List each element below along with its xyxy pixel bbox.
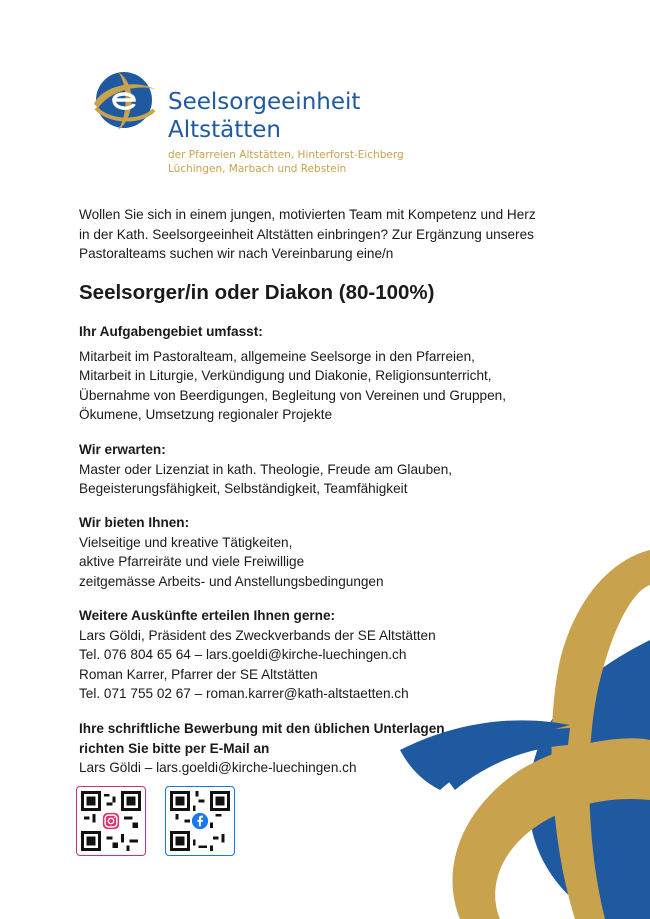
offer-line: zeitgemässe Arbeits- und Anstellungsbedingungen [79,573,384,589]
contact-line: Tel. 076 804 65 64 – lars.goeldi@kirche-luechingen.ch [79,647,407,662]
expect-heading: Wir erwarten: [79,442,166,457]
tasks-line: Übernahme von Beerdigungen, Begleitung von Vereinen und Gruppen, [79,387,507,403]
offer-line: aktive Pfarreiräte und viele Freiwillige [79,554,305,569]
job-title: Seelsorger/in oder Diakon (80-100%) [79,281,435,304]
offer-line: Vielseitige und kreative Tätigkeiten, [79,534,293,550]
tasks-line: Mitarbeit in Liturgie, Verkündigung und Diakonie, Religionsunterricht, [79,368,492,383]
contact-line: Roman Karrer, Pfarrer der SE Altstätten [79,666,318,682]
tasks-section [79,322,559,425]
offer-heading: Wir bieten Ihnen: [79,515,190,530]
qr-code-instagram[interactable] [76,786,146,856]
logo-emblem [88,64,160,134]
logo-title: Seelsorgeeinheit Altstätten [168,89,361,143]
tasks-line: Mitarbeit im Pastoralteam, allgemeine Seelsorge in den Pfarreien, [79,348,475,364]
qr-code-facebook[interactable] [165,786,235,856]
logo-subtitle: der Pfarreien Altstätten, Hinterforst-Eichberg Lüchingen, Marbach und Rebstein [168,149,404,175]
application-contact: Lars Göldi – lars.goeldi@kirche-luechingen.ch [79,760,357,775]
tasks-heading: Ihr Aufgabengebiet umfasst: [79,324,263,339]
application-heading: richten Sie bitte per E-Mail an [79,740,270,756]
contact-line: Lars Göldi, Präsident des Zweckverbands der SE Altstätten [79,627,436,643]
decorative-emblem [400,540,650,919]
facebook-icon [191,812,209,830]
application-heading: Ihre schriftliche Bewerbung mit den üblichen Unterlagen [79,721,445,736]
expect-line: Begeisterungsfähigkeit, Selbständigkeit, Teamfähigkeit [79,481,408,496]
expect-line: Master oder Lizenziat in kath. Theologie, Freude am Glauben, [79,461,453,477]
contact-heading: Weitere Auskünfte erteilen Ihnen gerne: [79,608,336,623]
instagram-icon [102,812,120,830]
intro-paragraph: Wollen Sie sich in einem jungen, motivierten Team mit Kompetenz und Herz in der Kath. Seelsorgeeinheit Altstätten einbringen? Zur Ergänzung unseres Pastoralteams suchen wir nach Vereinbarung eine/n [79,207,536,261]
expect-section [79,440,559,499]
tasks-line: Ökumene, Umsetzung regionaler Projekte [79,407,333,422]
contact-line: Tel. 071 755 02 67 – roman.karrer@kath-altstaetten.ch [79,686,409,701]
